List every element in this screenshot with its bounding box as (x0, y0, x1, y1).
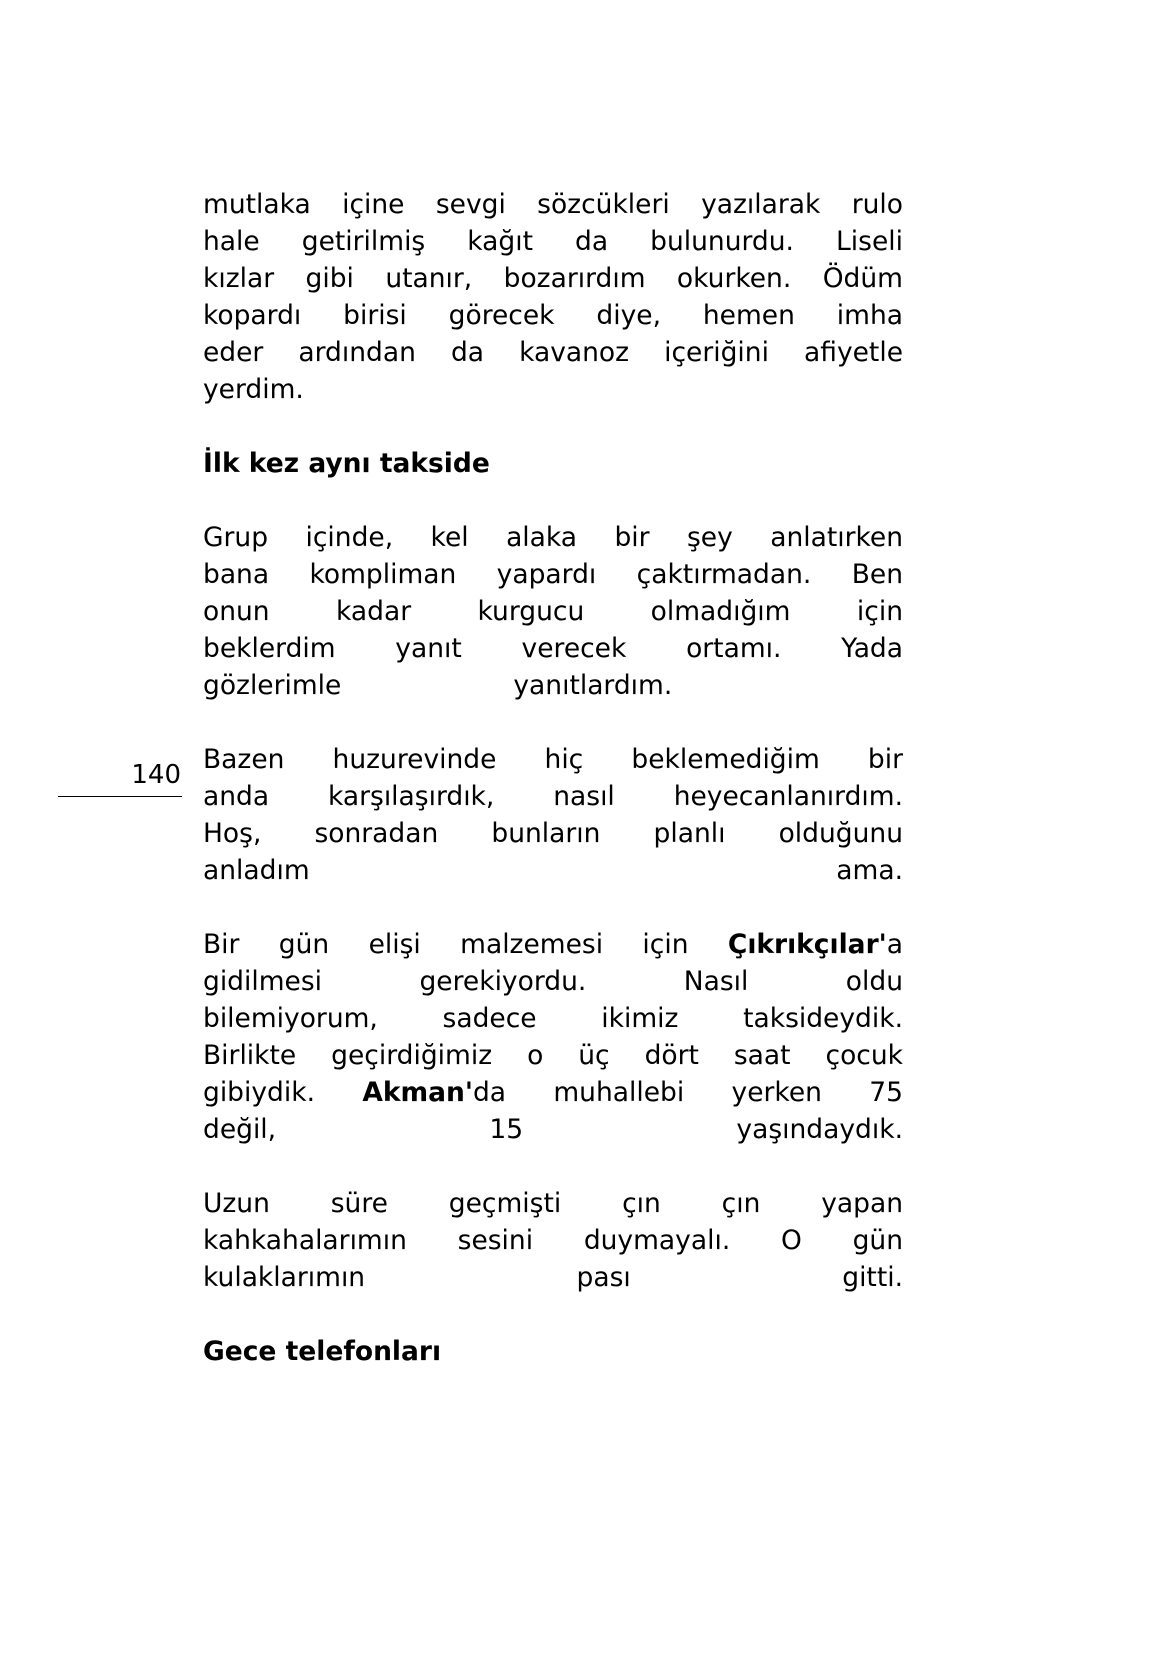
text-line: Birlikte geçirdiğimiz o üç dört saat çocuk (203, 1040, 903, 1071)
text-line: kahkahalarımın sesini duymayalı. O gün (203, 1225, 903, 1256)
text-line: değil, 15 yaşındaydık. (203, 1114, 903, 1145)
text-line: mutlaka içine sevgi sözcükleri yazılarak rulo (203, 189, 903, 220)
bold-place-name: Çıkrıkçılar' (727, 929, 887, 960)
text-column (203, 186, 903, 1407)
text-line: kopardı birisi görecek diye, hemen imha (203, 300, 903, 331)
text-line: anladım ama. (203, 855, 903, 886)
bold-place-name: Akman' (362, 1077, 473, 1108)
text-word: yanıtlardım. (513, 670, 673, 701)
text-run: da muhallebi yerken 75 (472, 1077, 903, 1108)
text-word: gözlerimle (203, 670, 342, 701)
text-line: Uzun süre geçmişti çın çın yapan (203, 1188, 903, 1219)
text-line (203, 1074, 903, 1111)
text-line (203, 926, 903, 963)
paragraph (203, 926, 903, 1148)
text-run: Bir gün elişi malzemesi için (203, 929, 728, 960)
page-number-rule (58, 796, 182, 797)
text-line: kulaklarımın pası gitti. (203, 1262, 903, 1293)
text-line: hale getirilmiş kağıt da bulunurdu. Liseli (203, 226, 903, 257)
section-heading: Gece telefonları (203, 1336, 442, 1367)
text-line: beklerdim yanıt verecek ortamı. Yada (203, 633, 903, 664)
text-run: gibiydik. (203, 1077, 363, 1108)
text-line: eder ardından da kavanoz içeriğini afiyetle (203, 337, 903, 368)
text-line: Bazen huzurevinde hiç beklemediğim bir (203, 744, 903, 775)
text-line: anda karşılaşırdık, nasıl heyecanlanırdım. (203, 781, 903, 812)
text-line: yerdim. (203, 374, 304, 405)
paragraph (203, 519, 903, 704)
text-run: a (886, 929, 903, 960)
text-line: gidilmesi gerekiyordu. Nasıl oldu (203, 966, 903, 997)
text-line: bana kompliman yapardı çaktırmadan. Ben (203, 559, 903, 590)
paragraph (203, 741, 903, 889)
text-line: kızlar gibi utanır, bozarırdım okurken. Ödüm (203, 263, 903, 294)
paragraph (203, 1185, 903, 1296)
paragraph (203, 186, 903, 408)
section-heading: İlk kez aynı takside (203, 448, 490, 479)
text-line: Hoş, sonradan bunların planlı olduğunu (203, 818, 903, 849)
page-number: 140 (131, 760, 181, 790)
text-line (203, 667, 903, 704)
text-line: bilemiyorum, sadece ikimiz taksideydik. (203, 1003, 903, 1034)
text-line: Grup içinde, kel alaka bir şey anlatırken (203, 522, 903, 553)
text-line: onun kadar kurgucu olmadığım için (203, 596, 903, 627)
